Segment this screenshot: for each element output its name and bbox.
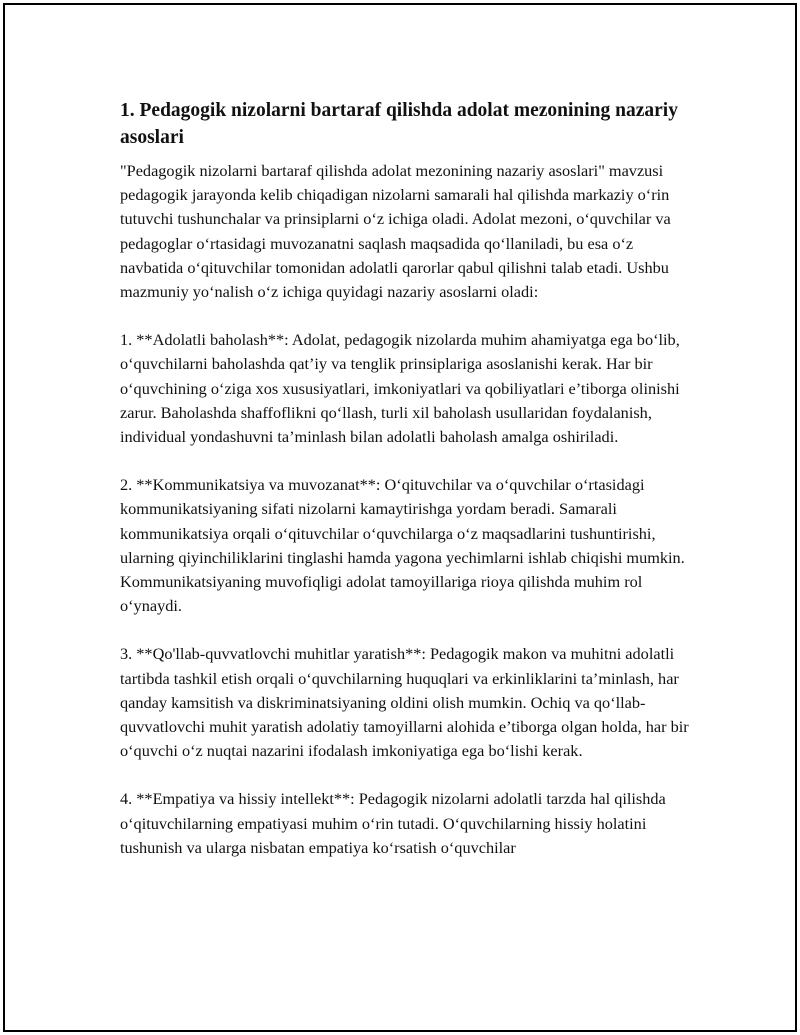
document-page — [3, 3, 797, 1032]
paragraph-muhit-yaratish: 3. **Qo'llab-quvvatlovchi muhitlar yaratish**: Pedagogik makon va muhitni adolatli tartibda tashkil etish orqali o‘quvchilarning huquqlari va erkinliklarini ta’minlash, har qanday kamsitish va diskriminatsiyaning oldini olish mumkin. Ochiq va qo‘llab-quvvatlovchi muhit yaratish adolatiy tamoyillarni alohida e’tiborga olgan holda, har bir o‘quvchi o‘z nuqtai nazarini ifodalash imkoniyatiga ega bo‘lishi kerak. — [120, 644, 689, 761]
intro-paragraph: "Pedagogik nizolarni bartaraf qilishda adolat mezonining nazariy asoslari" mavzusi pedagogik jarayonda kelib chiqadigan nizolarni samarali hal qilishda markaziy o‘rin tutuvchi tushunchalar va prinsiplarni o‘z ichiga oladi. Adolat mezoni, o‘quvchilar va pedagoglar o‘rtasidagi muvozanatni saqlash maqsadida qo‘llaniladi, bu esa o‘z navbatida o‘qituvchilar tomonidan adolatli qarorlar qabul qilishni talab etadi. Ushbu mazmuniy yo‘nalish o‘z ichiga quyidagi nazariy asoslarni oladi: — [120, 161, 671, 302]
section-heading: 1. Pedagogik nizolarni bartaraf qilishda adolat mezonining nazariy asoslari — [120, 100, 678, 148]
paragraph-empatiya: 4. **Empatiya va hissiy intellekt**: Pedagogik nizolarni adolatli tarzda hal qilishda o‘qituvchilarning empatiyasi muhim o‘rin tutadi. O‘quvchilarning hissiy holatini tushunish va ularga nisbatan empatiya ko‘rsatish o‘quvchilar — [120, 789, 666, 857]
paragraph-adolatli-baholash: 1. **Adolatli baholash**: Adolat, pedagogik nizolarda muhim ahamiyatga ega bo‘lib, o‘quvchilarni baholashda qat’iy va tenglik prinsiplariga asoslanishi kerak. Har bir o‘quvchining o‘ziga xos xususiyatlari, imkoniyatlari va qobiliyatlari e’tiborga olinishi zarur. Baholashda shaffoflikni qo‘llash, turli xil baholash usullaridan foydalanish, individual yondashuvni ta’minlash bilan adolatli baholash amalga oshiriladi. — [120, 330, 680, 447]
document-body — [120, 97, 690, 884]
paragraph-kommunikatsiya: 2. **Kommunikatsiya va muvozanat**: O‘qituvchilar va o‘quvchilar o‘rtasidagi kommunikatsiyaning sifati nizolarni kamaytirishga yordam beradi. Samarali kommunikatsiya orqali o‘qituvchilar o‘quvchilarga o‘z maqsadlarini tushuntirishi, ularning qiyinchiliklarini tinglashi hamda yagona yechimlarni ishlab chiqishi mumkin. Kommunikatsiyaning muvofiqligi adolat tamoyillariga rioya qilishda muhim rol o‘ynaydi. — [120, 475, 685, 616]
